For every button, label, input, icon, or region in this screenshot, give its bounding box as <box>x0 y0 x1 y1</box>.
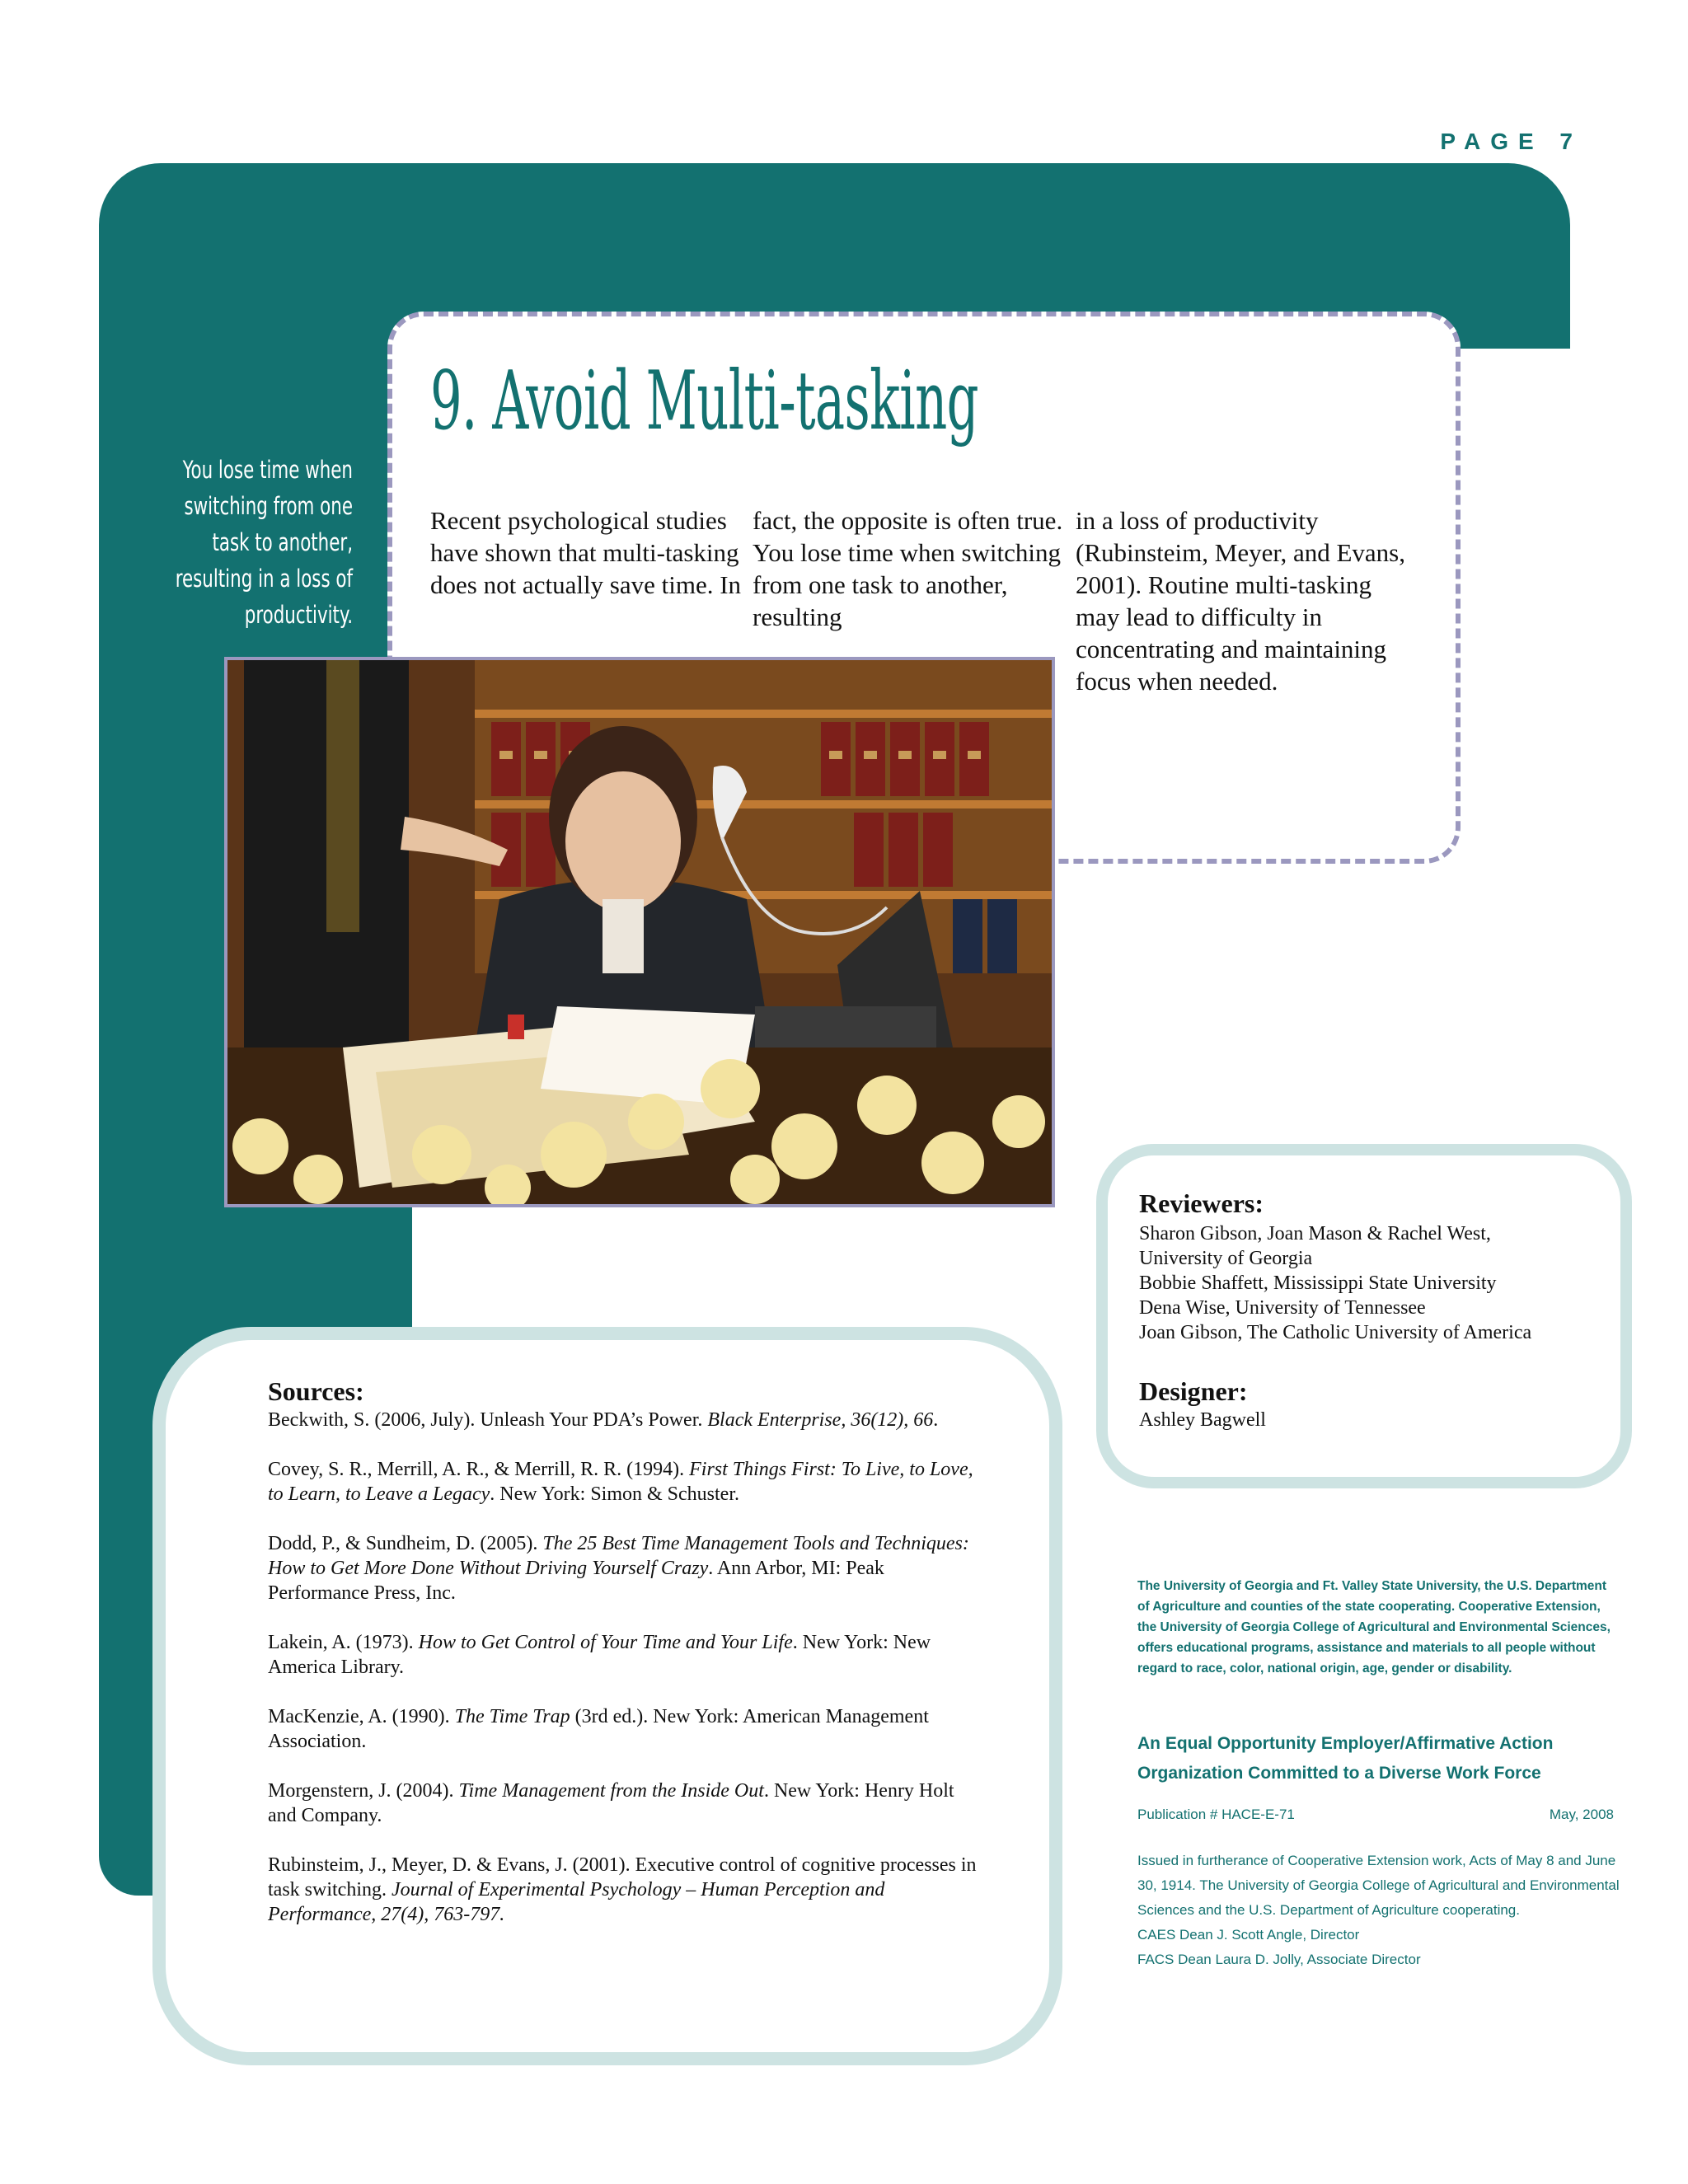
sources-title: Sources: <box>268 1376 364 1406</box>
publication-info <box>1137 1807 1614 1823</box>
designer-name: Ashley Bagwell <box>1139 1409 1266 1431</box>
publication-date: May, 2008 <box>1549 1807 1614 1822</box>
issued-text: Issued in furtherance of Cooperative Extension work, Acts of May 8 and June 30, 1914. The University of Georgia College of Agricultural and Environmental Sciences and the U.S. Department of Agriculture cooperating. <box>1137 1853 1620 1918</box>
equal-opportunity-statement: An Equal Opportunity Employer/Affirmative Action Organization Committed to a Diverse Work Force <box>1137 1734 1554 1783</box>
source-item: Morgenstern, J. (2004). Time Management from the Inside Out. New York: Henry Holt and Company. <box>268 1780 954 1826</box>
source-item: MacKenzie, A. (1990). The Time Trap (3rd ed.). New York: American Management Association. <box>268 1706 929 1752</box>
reviewer-line: Sharon Gibson, Joan Mason & Rachel West, <box>1139 1223 1491 1244</box>
publication-number: Publication # HACE-E-71 <box>1137 1807 1295 1822</box>
issued-statement <box>1137 1849 1632 1972</box>
source-item: Covey, S. R., Merrill, A. R., & Merrill, R. R. (1994). First Things First: To Live, to Love, to Learn, to Leave a Legacy. New York: Simon & Schuster. <box>268 1459 973 1505</box>
article-title: 9. Avoid Multi-tasking <box>430 354 978 448</box>
article-column-1: Recent psychological studies have shown that multi-tasking does not actually save time. In <box>430 506 742 599</box>
photo-illustration <box>227 660 1052 1204</box>
page-number: PAGE 7 <box>1440 129 1582 154</box>
source-item: Rubinsteim, J., Meyer, D. & Evans, J. (2001). Executive control of cognitive processes in task switching. Journal of Experimental Psychology – Human Perception and Performance, 27(4), 763-797. <box>268 1854 977 1925</box>
reviewer-line: University of Georgia <box>1139 1248 1313 1269</box>
reviewers-list <box>1139 1221 1617 1345</box>
reviewer-line: Joan Gibson, The Catholic University of America <box>1139 1322 1532 1343</box>
reviewer-line: Dena Wise, University of Tennessee <box>1139 1297 1426 1319</box>
nondiscrimination-statement: The University of Georgia and Ft. Valley State University, the U.S. Department of Agriculture and counties of the state cooperating. Cooperative Extension, the University of Georgia College of Agricultural and Environmental Sciences, offers educational programs, assistance and materials to all people without regard to race, color, national origin, age, gender or disability. <box>1137 1579 1611 1675</box>
dean-line: CAES Dean J. Scott Angle, Director <box>1137 1927 1360 1943</box>
article-column-2: fact, the opposite is often true. You lose time when switching from one task to another, resulting <box>753 506 1063 631</box>
sources-list <box>268 1408 977 1952</box>
source-item: Lakein, A. (1973). How to Get Control of Your Time and Your Life. New York: New America Library. <box>268 1632 931 1678</box>
designer-title: Designer: <box>1139 1376 1248 1406</box>
multitasking-photo <box>224 657 1055 1207</box>
reviewers-title: Reviewers: <box>1139 1188 1264 1218</box>
source-item: Beckwith, S. (2006, July). Unleash Your PDA’s Power. Black Enterprise, 36(12), 66. <box>268 1409 939 1431</box>
article-column-3: in a loss of productivity (Rubinsteim, Meyer, and Evans, 2001). Routine multi-tasking may lead to difficulty in concentrating and maintaining focus when needed. <box>1076 506 1405 696</box>
pullquote: You lose time when switching from one task to another, resulting in a loss of productivity. <box>175 456 353 629</box>
dean-line: FACS Dean Laura D. Jolly, Associate Director <box>1137 1952 1421 1967</box>
source-item: Dodd, P., & Sundheim, D. (2005). The 25 Best Time Management Tools and Techniques: How to Get More Done Without Driving Yourself Crazy. Ann Arbor, MI: Peak Performance Press, Inc. <box>268 1533 969 1604</box>
reviewer-line: Bobbie Shaffett, Mississippi State University <box>1139 1272 1497 1294</box>
